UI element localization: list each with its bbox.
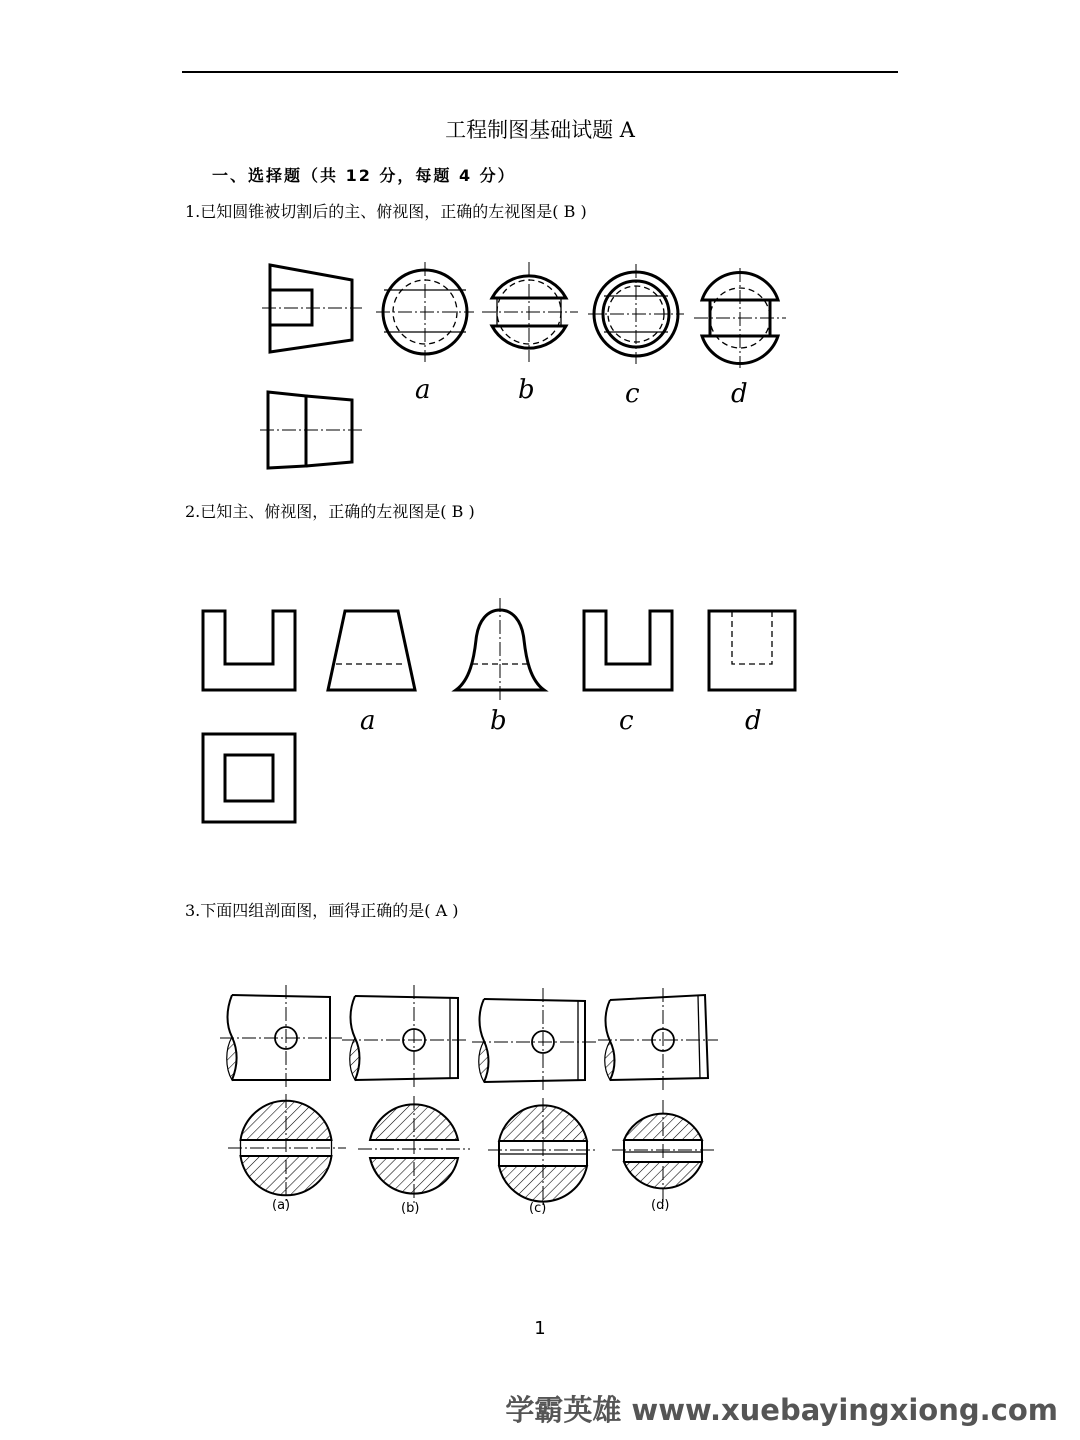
q1-label-c: c — [625, 379, 640, 409]
watermark: 学霸英雄 www.xuebayingxiong.com — [505, 1393, 1058, 1427]
q1-label-d: d — [731, 379, 748, 409]
question-1-text: 1.已知圆锥被切割后的主、俯视图，正确的左视图是( B ) — [185, 202, 587, 221]
q3-bar-b — [342, 985, 468, 1090]
q3-bar-d — [598, 988, 718, 1090]
q3-section-a — [228, 1094, 346, 1204]
section-heading: 一、选择题（共 12 分，每题 4 分） — [212, 166, 516, 185]
q3-label-c: (c) — [529, 1201, 547, 1216]
q3-section-b — [358, 1096, 470, 1206]
q2-label-d: d — [745, 706, 762, 736]
q3-bar-c — [472, 988, 598, 1092]
q2-label-b: b — [490, 706, 507, 736]
q3-bar-a — [220, 985, 342, 1090]
q2-label-c: c — [619, 706, 634, 736]
q2-label-a: a — [360, 706, 376, 736]
q1-label-a: a — [415, 375, 431, 405]
q1-label-b: b — [518, 375, 535, 405]
q3-label-d: (d) — [651, 1198, 670, 1213]
q3-label-a: (a) — [272, 1198, 291, 1213]
q3-section-c — [488, 1098, 598, 1206]
question-3-text: 3.下面四组剖面图，画得正确的是( A ) — [185, 901, 459, 920]
q3-section-d — [612, 1100, 714, 1206]
question-2-text: 2.已知主、俯视图，正确的左视图是( B ) — [185, 502, 475, 521]
page-title: 工程制图基础试题 A — [445, 118, 635, 142]
page-number: 1 — [534, 1318, 546, 1339]
q3-label-b: (b) — [401, 1201, 420, 1216]
